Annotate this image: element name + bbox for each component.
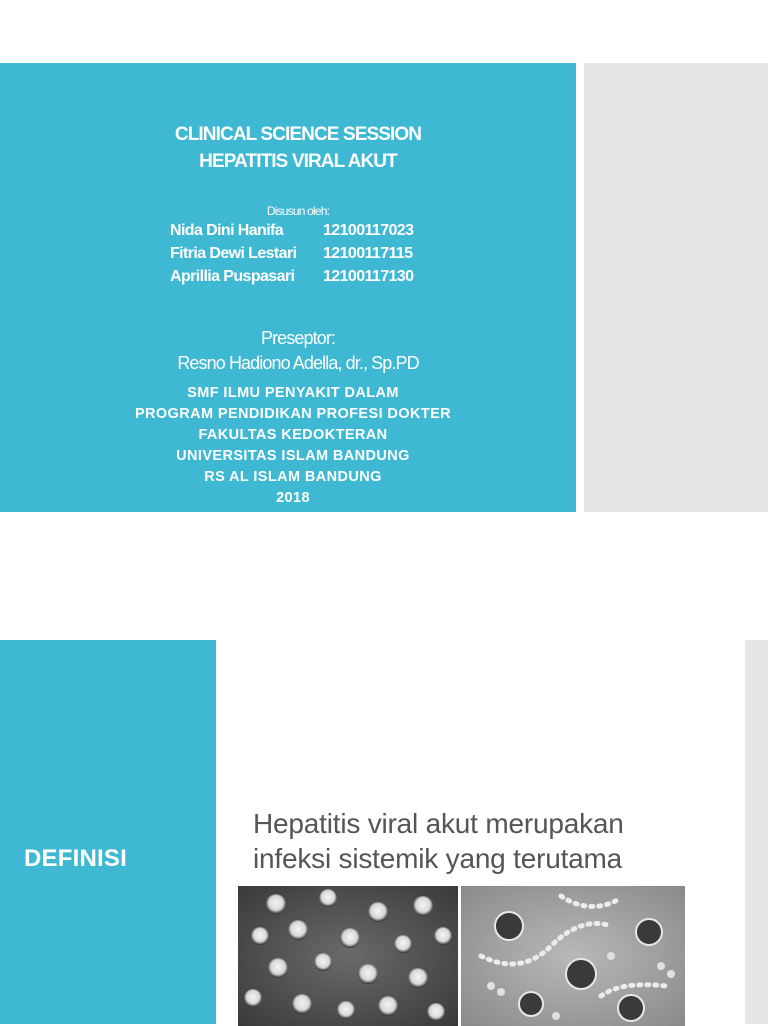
- author-name: Nida Dini Hanifa: [170, 222, 284, 239]
- definition-text: [253, 806, 733, 876]
- heading-panel: [0, 640, 216, 1024]
- institution-line: 2018: [276, 490, 310, 506]
- author-nim: 12100117115: [323, 245, 413, 262]
- institution-line: SMF ILMU PENYAKIT DALAM: [187, 385, 399, 401]
- side-panel: [745, 640, 768, 1024]
- preceptor-name: Resno Hadiono Adella, dr., Sp.PD: [177, 353, 419, 373]
- section-heading: DEFINISI: [24, 845, 127, 872]
- slide-title-line-1: CLINICAL SCIENCE SESSION: [174, 124, 422, 145]
- institution-line: UNIVERSITAS ISLAM BANDUNG: [176, 448, 410, 464]
- institution-line: PROGRAM PENDIDIKAN PROFESI DOKTER: [134, 406, 452, 422]
- preceptor-label: Preseptor:: [260, 328, 336, 348]
- author-nim: 12100117023: [323, 222, 414, 239]
- slide-title-line-2: HEPATITIS VIRAL AKUT: [199, 151, 397, 172]
- definition-line: Hepatitis viral akut merupakan: [253, 808, 624, 839]
- definition-slide: [0, 640, 768, 1024]
- institution-line: RS AL ISLAM BANDUNG: [204, 469, 382, 485]
- micrograph-image-left: [238, 886, 458, 1026]
- author-name: Fitria Dewi Lestari: [170, 245, 297, 262]
- micrograph-image-right: [461, 886, 685, 1026]
- title-slide: [0, 63, 768, 512]
- side-panel: [584, 63, 768, 512]
- definition-line: infeksi sistemik yang terutama: [253, 843, 623, 874]
- author-name: Aprillia Puspasari: [170, 268, 295, 285]
- author-nim: 12100117130: [323, 268, 414, 285]
- institution-line: FAKULTAS KEDOKTERAN: [198, 427, 388, 443]
- author-label: Disusun oleh:: [266, 204, 330, 218]
